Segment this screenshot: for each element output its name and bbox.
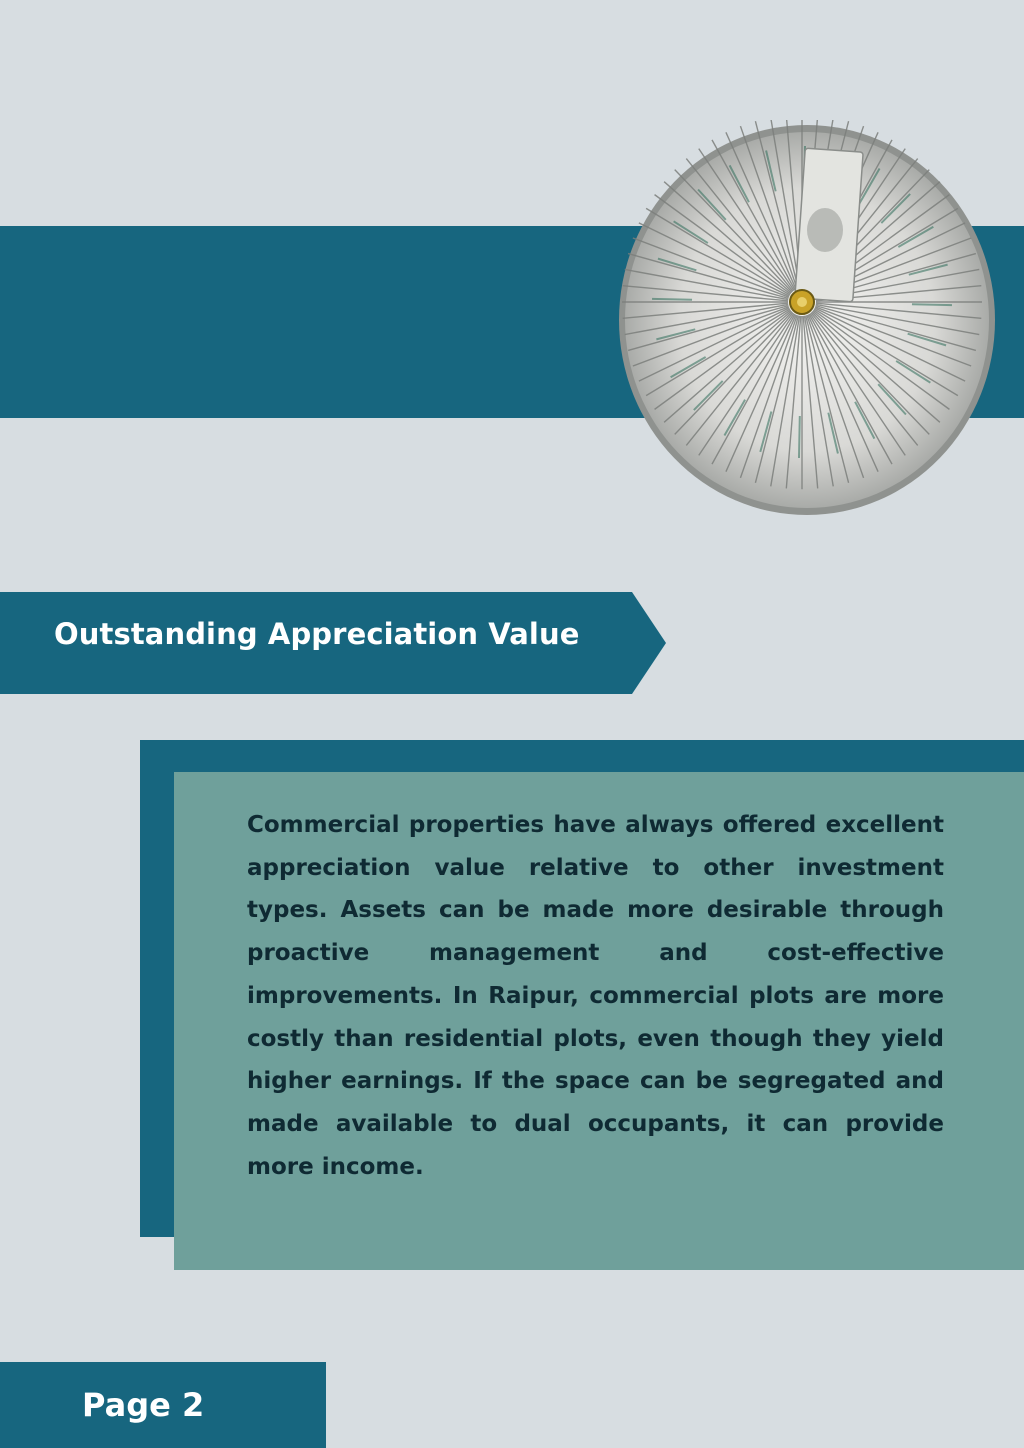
section-title: Outstanding Appreciation Value (54, 617, 580, 651)
banknote-fan-image (612, 120, 1002, 520)
page-number: Page 2 (82, 1386, 205, 1424)
body-paragraph: Commercial properties have always offered excellent appreciation value relative to other investment types. Assets can be made more desirable through proactive management and cost-effective improvements. In Raipur, commercial plots are more costly than residential plots, even though they yield higher earnings. If the space can be segregated and made available to dual occupants, it can provide more income. (247, 812, 944, 1180)
